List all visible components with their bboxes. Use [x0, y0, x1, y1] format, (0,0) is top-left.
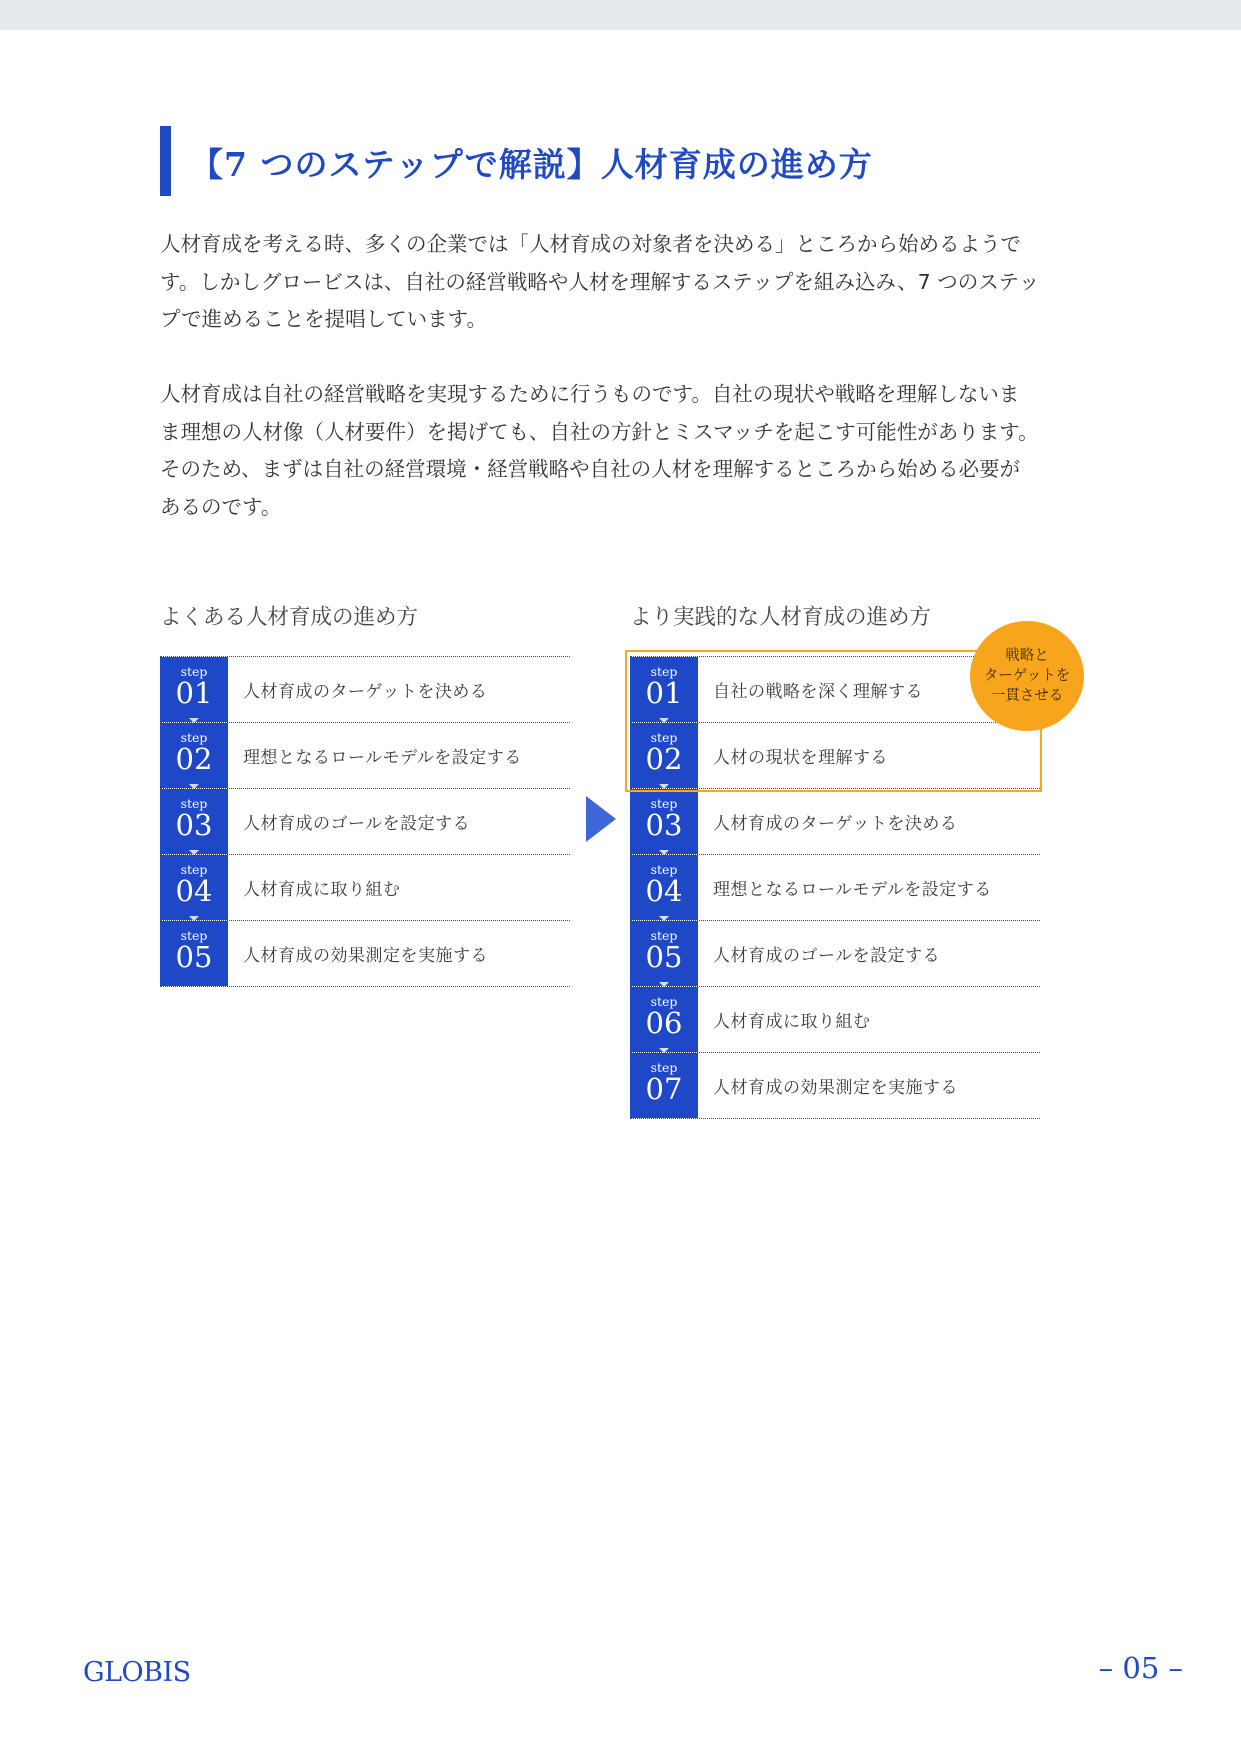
step-label: 人材育成に取り組む: [243, 880, 401, 900]
top-band: [0, 0, 1241, 30]
step-number: 05: [175, 940, 213, 974]
paragraph-line: す。しかしグロービスは、自社の経営戦略や人材を理解するステップを組み込み、7 つのステッ: [160, 269, 1040, 294]
paragraph-line: あるのです。: [160, 494, 282, 519]
step-row: [160, 855, 570, 921]
paragraph-line: プで進めることを提唱しています。: [160, 307, 487, 331]
step-row: [630, 1053, 1040, 1119]
page-title: 【7 つのステップで解説】人材育成の進め方: [190, 145, 873, 184]
step-label: 理想となるロールモデルを設定する: [243, 748, 522, 768]
page-number: – 05 –: [1098, 1651, 1183, 1685]
step-word: step: [650, 928, 678, 943]
common-process-column: [160, 600, 570, 987]
step-badge: [160, 723, 228, 788]
step-row: [160, 789, 570, 855]
callout-line: 戦略と: [1005, 648, 1049, 664]
step-label: 人材育成のゴールを設定する: [713, 946, 941, 966]
step-label: 人材育成のターゲットを決める: [243, 682, 488, 702]
globis-logo: GLOBIS: [83, 1657, 191, 1688]
heading-accent-bar: [160, 126, 171, 196]
common-step-list: [160, 656, 570, 987]
step-word: step: [650, 994, 678, 1009]
step-number: 01: [175, 676, 213, 710]
step-word: step: [180, 928, 208, 943]
step-badge: [630, 855, 698, 920]
step-badge: [630, 1053, 698, 1118]
step-badge: [160, 855, 228, 920]
step-row: [160, 723, 570, 789]
step-word: step: [180, 862, 208, 877]
step-number: 01: [645, 676, 683, 710]
step-row: [630, 921, 1040, 987]
step-row: [160, 657, 570, 723]
step-badge: [160, 789, 228, 854]
step-word: step: [180, 796, 208, 811]
step-number: 06: [645, 1006, 683, 1040]
practical-process-title: より実践的な人材育成の進め方: [630, 605, 932, 630]
step-number: 02: [645, 742, 683, 776]
step-word: step: [650, 1060, 678, 1075]
step-row: [630, 855, 1040, 921]
step-label: 人材育成の効果測定を実施する: [713, 1078, 958, 1098]
step-word: step: [650, 664, 678, 679]
step-number: 02: [175, 742, 213, 776]
step-label: 人材育成のゴールを設定する: [243, 814, 471, 834]
intro-paragraph: [160, 226, 1090, 339]
step-label: 人材の現状を理解する: [713, 748, 888, 768]
step-label: 自社の戦略を深く理解する: [713, 682, 923, 702]
callout-line: ターゲットを: [983, 668, 1071, 684]
step-number: 04: [175, 874, 213, 908]
step-badge: [160, 657, 228, 722]
paragraph-line: 人材育成を考える時、多くの企業では「人材育成の対象者を決める」ところから始めるようで: [160, 232, 1021, 256]
step-badge: [630, 789, 698, 854]
step-label: 理想となるロールモデルを設定する: [713, 880, 992, 900]
step-label: 人材育成のターゲットを決める: [713, 814, 958, 834]
callout-circle: [970, 621, 1084, 731]
step-row: [630, 789, 1040, 855]
step-badge: [630, 987, 698, 1052]
strategy-paragraph: [160, 376, 1090, 526]
step-number: 03: [645, 808, 683, 842]
step-badge: [160, 921, 228, 986]
step-label: 人材育成の効果測定を実施する: [243, 946, 488, 966]
step-number: 05: [645, 940, 683, 974]
arrow-right-icon: [586, 796, 616, 842]
step-badge: [630, 921, 698, 986]
step-word: step: [650, 796, 678, 811]
step-row: [160, 921, 570, 987]
step-word: step: [650, 730, 678, 745]
step-number: 04: [645, 874, 683, 908]
step-word: step: [180, 664, 208, 679]
paragraph-line: ま理想の人材像（人材要件）を掲げても、自社の方針とミスマッチを起こす可能性があります。: [160, 419, 1039, 444]
common-process-title: よくある人材育成の進め方: [160, 605, 419, 630]
paragraph-line: 人材育成は自社の経営戦略を実現するために行うものです。自社の現状や戦略を理解しないま: [160, 382, 1020, 406]
paragraph-line: そのため、まずは自社の経営環境・経営戦略や自社の人材を理解するところから始める必要が: [160, 457, 1021, 481]
step-word: step: [180, 730, 208, 745]
step-number: 03: [175, 808, 213, 842]
section-heading: [160, 126, 1100, 196]
step-label: 人材育成に取り組む: [713, 1012, 871, 1032]
callout-line: 一貫させる: [990, 688, 1064, 704]
step-row: [630, 987, 1040, 1053]
step-word: step: [650, 862, 678, 877]
step-number: 07: [645, 1072, 683, 1106]
